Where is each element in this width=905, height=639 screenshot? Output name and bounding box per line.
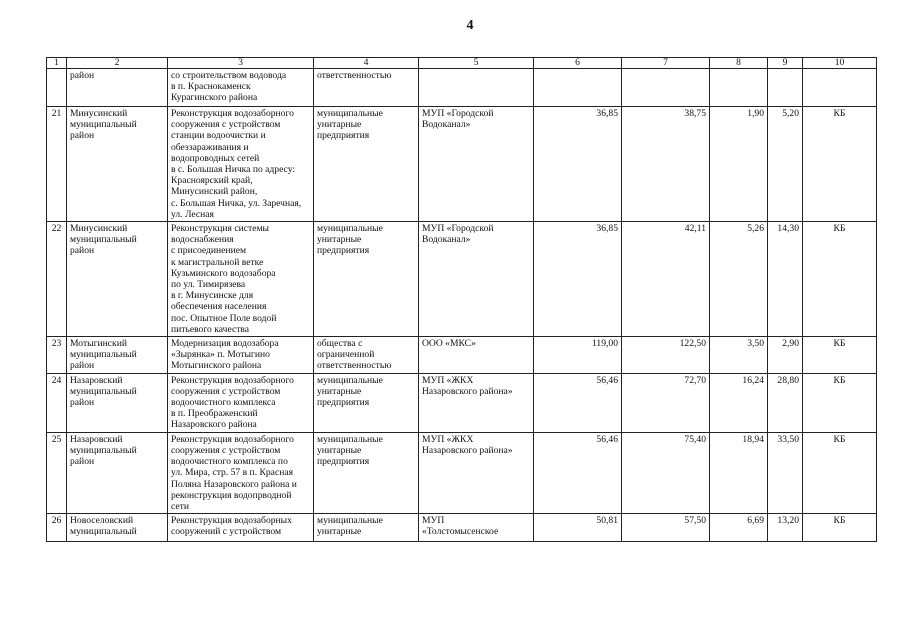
- value-cell-7: 57,50: [622, 514, 710, 542]
- object-cell-line: с. Большая Ничка, ул. Заречная,: [171, 197, 302, 209]
- column-header: 3: [168, 58, 314, 69]
- district-cell-line: Минусинский: [70, 223, 128, 235]
- column-header: 4: [314, 58, 419, 69]
- column-header: 5: [419, 58, 534, 69]
- object-cell-line: сооружений с устройством: [171, 526, 282, 538]
- object-cell-line: Мотыгинского района: [171, 360, 262, 372]
- value-cell-8: 18,94: [710, 432, 768, 513]
- object-cell-line: водопроводных сетей: [171, 152, 260, 164]
- owner-type-cell-line: предприятия: [317, 397, 370, 409]
- object-cell-line: ул. Лесная: [171, 208, 214, 220]
- operator-cell-line: Водоканал»: [422, 119, 471, 131]
- operator-cell-line: МУП «ЖКХ: [422, 374, 474, 386]
- column-header: 7: [622, 58, 710, 69]
- value-cell-6: 36,85: [534, 107, 622, 222]
- object-cell-line: сети: [171, 500, 189, 512]
- row-number-cell: 24: [47, 373, 67, 432]
- object-cell-line: станции водоочистки и: [171, 130, 266, 142]
- district-cell-line: район: [70, 360, 95, 372]
- district-cell: [67, 222, 168, 337]
- value-cell-7: 42,11: [622, 222, 710, 337]
- object-cell-line: в г. Минусинске для: [171, 290, 254, 302]
- row-number-cell: [47, 69, 67, 107]
- column-header: 2: [67, 58, 168, 69]
- operator-cell-line: МУП «Городской: [422, 108, 494, 119]
- owner-type-cell-line: предприятия: [317, 130, 370, 142]
- owner-type-cell: [314, 222, 419, 337]
- row-number-cell: 21: [47, 107, 67, 222]
- value-cell-8: 5,26: [710, 222, 768, 337]
- operator-cell: [419, 107, 534, 222]
- table-row: [47, 432, 877, 513]
- owner-type-cell-line: ответственностью: [317, 360, 392, 372]
- value-cell-8: 3,50: [710, 337, 768, 374]
- operator-cell: [419, 222, 534, 337]
- district-cell-line: муниципальный: [70, 234, 137, 246]
- object-cell-line: Реконструкция водозаборного: [171, 108, 294, 119]
- table-row: [47, 69, 877, 107]
- column-header: 8: [710, 58, 768, 69]
- district-cell-line: район: [70, 70, 95, 81]
- value-cell-9: 28,80: [768, 373, 803, 432]
- object-cell: [168, 373, 314, 432]
- object-cell-line: Назаровского района: [171, 419, 257, 431]
- district-cell-line: муниципальный: [70, 349, 137, 361]
- row-number-cell: 23: [47, 337, 67, 374]
- district-cell-line: муниципальный: [70, 385, 137, 397]
- owner-type-cell: [314, 432, 419, 513]
- page-number: 4: [466, 18, 474, 33]
- value-cell-8: 1,90: [710, 107, 768, 222]
- owner-type-cell: [314, 107, 419, 222]
- object-cell-line: с присоединением: [171, 245, 247, 257]
- operator-cell-line: «Толстомысенское: [422, 526, 499, 538]
- operator-cell-line: Водоканал»: [422, 234, 471, 246]
- value-cell-9: 14,30: [768, 222, 803, 337]
- value-cell-9: 2,90: [768, 337, 803, 374]
- funding-source-cell: КБ: [803, 373, 877, 432]
- value-cell-9: 33,50: [768, 432, 803, 513]
- object-cell-line: реконструкция водопрводной: [171, 489, 292, 501]
- object-cell-line: к магистральной ветке: [171, 256, 264, 268]
- district-cell-line: Мотыгинский: [70, 338, 127, 350]
- district-cell: [67, 69, 168, 107]
- district-cell-line: район: [70, 397, 95, 409]
- value-cell-6: 119,00: [534, 337, 622, 374]
- column-header: 6: [534, 58, 622, 69]
- value-cell-7: 122,50: [622, 337, 710, 374]
- object-cell-line: в п. Преображенский: [171, 408, 258, 420]
- object-cell: [168, 69, 314, 107]
- district-cell: [67, 514, 168, 542]
- owner-type-cell-line: муниципальные: [317, 108, 383, 119]
- owner-type-cell: [314, 373, 419, 432]
- funding-source-cell: КБ: [803, 222, 877, 337]
- object-cell-line: со строительством водовода: [171, 70, 287, 81]
- object-cell-line: обеззараживания и: [171, 141, 249, 153]
- object-cell-line: питьевого качества: [171, 323, 250, 335]
- value-cell-7: 38,75: [622, 107, 710, 222]
- column-header: 9: [768, 58, 803, 69]
- object-cell-line: водоочистного комплекса по: [171, 456, 288, 468]
- district-cell-line: район: [70, 456, 95, 468]
- value-cell-6: 36,85: [534, 222, 622, 337]
- object-cell-line: Реконструкция водозаборного: [171, 374, 294, 386]
- operator-cell: [419, 373, 534, 432]
- owner-type-cell-line: унитарные: [317, 119, 362, 131]
- operator-cell-line: Назаровского района»: [422, 385, 513, 397]
- value-cell-8: 16,24: [710, 373, 768, 432]
- value-cell-9: 5,20: [768, 107, 803, 222]
- district-cell-line: Новоселовский: [70, 515, 134, 527]
- object-cell: [168, 432, 314, 513]
- object-cell-line: Реконструкция водозаборных: [171, 515, 292, 527]
- owner-type-cell-line: предприятия: [317, 456, 370, 468]
- operator-cell-line: Назаровского района»: [422, 444, 513, 456]
- value-cell-9: [768, 69, 803, 107]
- object-cell: [168, 514, 314, 542]
- operator-cell: [419, 432, 534, 513]
- object-cell-line: Реконструкция системы: [171, 223, 269, 235]
- district-cell-line: Назаровский: [70, 374, 123, 386]
- object-cell-line: Курагинского района: [171, 92, 258, 104]
- object-cell-line: Поляна Назаровского района и: [171, 478, 297, 490]
- object-cell-line: сооружения с устройством: [171, 385, 281, 397]
- object-cell-line: ул. Мира, стр. 57 в п. Красная: [171, 467, 294, 479]
- object-cell: [168, 107, 314, 222]
- funding-source-cell: КБ: [803, 514, 877, 542]
- funding-source-cell: КБ: [803, 337, 877, 374]
- object-cell-line: сооружения с устройством: [171, 119, 281, 131]
- operator-cell-line: МУП: [422, 515, 445, 527]
- row-number-cell: 25: [47, 432, 67, 513]
- table-row: [47, 337, 877, 374]
- district-cell-line: муниципальный: [70, 119, 137, 131]
- object-cell: [168, 222, 314, 337]
- object-cell-line: Минусинский район,: [171, 186, 258, 198]
- value-cell-6: [534, 69, 622, 107]
- district-cell-line: Минусинский: [70, 108, 128, 119]
- owner-type-cell-line: ограниченной: [317, 349, 375, 361]
- district-cell: [67, 337, 168, 374]
- owner-type-cell-line: унитарные: [317, 526, 362, 538]
- object-cell-line: Кузьминского водозабора: [171, 267, 276, 279]
- object-cell-line: водоочистного комплекса: [171, 397, 276, 409]
- operator-cell: [419, 514, 534, 542]
- value-cell-9: 13,20: [768, 514, 803, 542]
- column-number-row: [47, 58, 877, 69]
- owner-type-cell-line: муниципальные: [317, 433, 383, 445]
- owner-type-cell-line: унитарные: [317, 234, 362, 246]
- owner-type-cell-line: муниципальные: [317, 223, 383, 235]
- owner-type-cell-line: муниципальные: [317, 515, 383, 527]
- district-cell-line: район: [70, 130, 95, 142]
- value-cell-8: 6,69: [710, 514, 768, 542]
- object-cell: [168, 337, 314, 374]
- value-cell-7: 72,70: [622, 373, 710, 432]
- operator-cell: [419, 69, 534, 107]
- table-row: [47, 107, 877, 222]
- table-row: [47, 373, 877, 432]
- row-number-cell: 26: [47, 514, 67, 542]
- owner-type-cell-line: предприятия: [317, 245, 370, 257]
- district-cell-line: муниципальный: [70, 526, 137, 538]
- column-header: 10: [803, 58, 877, 69]
- district-cell-line: район: [70, 245, 95, 257]
- owner-type-cell-line: унитарные: [317, 385, 362, 397]
- owner-type-cell-line: ответственностью: [317, 70, 392, 81]
- investment-table: [46, 57, 877, 542]
- value-cell-6: 56,46: [534, 432, 622, 513]
- object-cell-line: Модернизация водозабора: [171, 338, 279, 350]
- object-cell-line: в п. Краснокаменск: [171, 81, 251, 93]
- owner-type-cell-line: муниципальные: [317, 374, 383, 386]
- funding-source-cell: КБ: [803, 432, 877, 513]
- district-cell-line: Назаровский: [70, 433, 123, 445]
- owner-type-cell: [314, 337, 419, 374]
- owner-type-cell-line: унитарные: [317, 444, 362, 456]
- object-cell-line: обеспечения населения: [171, 301, 267, 313]
- value-cell-7: 75,40: [622, 432, 710, 513]
- table-row: [47, 514, 877, 542]
- object-cell-line: по ул. Тимирязева: [171, 279, 246, 291]
- owner-type-cell: [314, 69, 419, 107]
- district-cell: [67, 373, 168, 432]
- table-row: [47, 222, 877, 337]
- owner-type-cell: [314, 514, 419, 542]
- object-cell-line: Красноярский край,: [171, 175, 253, 187]
- column-header: 1: [47, 58, 67, 69]
- operator-cell-line: МУП «Городской: [422, 223, 494, 235]
- operator-cell-line: МУП «ЖКХ: [422, 433, 474, 445]
- object-cell-line: пос. Опытное Поле водой: [171, 312, 277, 324]
- operator-cell: [419, 337, 534, 374]
- object-cell-line: в с. Большая Ничка по адресу:: [171, 164, 296, 176]
- owner-type-cell-line: общества с: [317, 338, 363, 350]
- operator-cell-line: ООО «МКС»: [422, 338, 476, 350]
- value-cell-6: 50,81: [534, 514, 622, 542]
- object-cell-line: сооружения с устройством: [171, 444, 281, 456]
- value-cell-8: [710, 69, 768, 107]
- district-cell: [67, 432, 168, 513]
- object-cell-line: Реконструкция водозаборного: [171, 433, 294, 445]
- district-cell: [67, 107, 168, 222]
- district-cell-line: муниципальный: [70, 444, 137, 456]
- funding-source-cell: КБ: [803, 107, 877, 222]
- object-cell-line: водоснабжения: [171, 234, 234, 246]
- funding-source-cell: [803, 69, 877, 107]
- value-cell-6: 56,46: [534, 373, 622, 432]
- object-cell-line: «Зырянка» п. Мотыгино: [171, 349, 270, 361]
- row-number-cell: 22: [47, 222, 67, 337]
- value-cell-7: [622, 69, 710, 107]
